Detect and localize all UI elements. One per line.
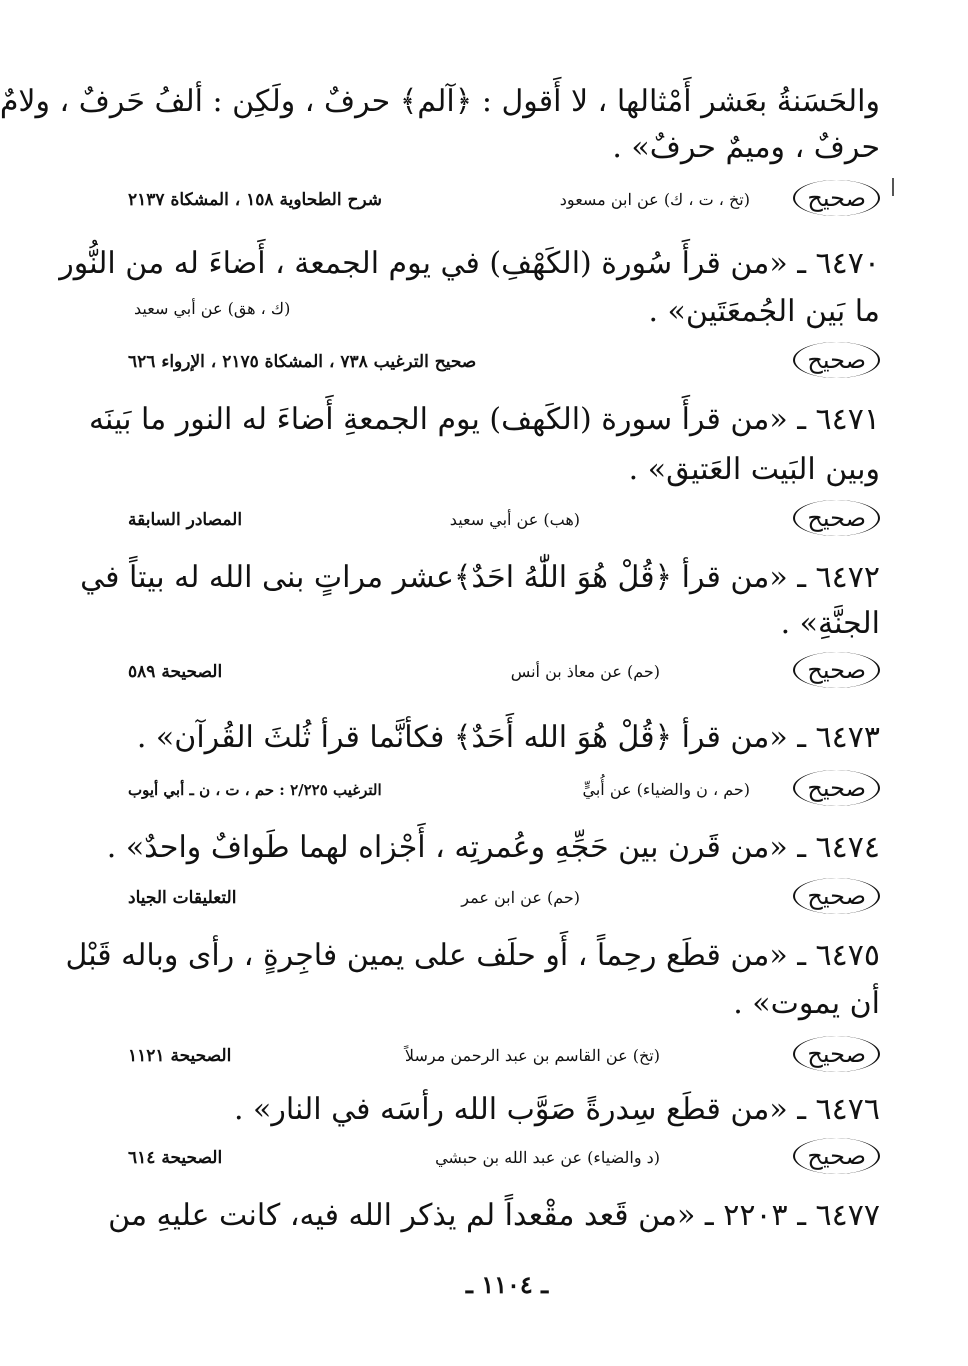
hadith-6470-line-1: ٦٤٧٠ ـ «من قرأَ سُورة (الكَهْفِ) في يوم الجمعة ، أَضاءَ له من النُّور xyxy=(59,246,880,281)
grade-badge: صحيح xyxy=(793,878,880,914)
grade-badge: صحيح xyxy=(793,1036,880,1072)
grade-row xyxy=(128,652,880,692)
page-number: ـ ١١٠٤ ـ xyxy=(465,1270,549,1299)
reference-text: المصادر السابقة xyxy=(128,510,243,530)
margin-mark xyxy=(892,178,894,196)
hadith-6474-line-1: ٦٤٧٤ ـ «من قَرن بين حَجِّهِ وعُمرتِه ، أَجْزاه لهما طَوافٌ واحدٌ» . xyxy=(106,830,880,865)
hadith-6471-line-2: وبين البَيت العَتيق» . xyxy=(628,452,880,487)
grade-row xyxy=(128,1138,880,1178)
reference-text: شرح الطحاوية ١٥٨ ، المشكاة ٢١٣٧ xyxy=(128,190,383,210)
source-text: (ك ، هق) عن أبي سعيد xyxy=(134,299,291,318)
grade-badge: صحيح xyxy=(793,652,880,688)
source-text: (هب) عن أبي سعيد xyxy=(449,510,580,529)
hadith-6475-line-2: أن يموت» . xyxy=(733,986,880,1021)
source-text: (د والضياء) عن عبد الله بن حبشي xyxy=(435,1148,660,1167)
source-text: (تخ) عن القاسم بن عبد الرحمن مرسلاً xyxy=(404,1046,660,1065)
hadith-6476-line-1: ٦٤٧٦ ـ «من قطَع سِدرةً صَوَّب الله رأسَه في النار» . xyxy=(233,1092,880,1127)
reference-text: الصحيحة ٦١٤ xyxy=(128,1148,223,1168)
grade-row xyxy=(128,342,880,382)
grade-row xyxy=(128,180,880,220)
reference-text: الصحيحة ٥٨٩ xyxy=(128,662,223,682)
reference-text: الترغيب ٢/٢٢٥ : حم ، ت ، ن ـ أبي أيوب xyxy=(128,781,382,799)
grade-badge: صحيح xyxy=(793,342,880,378)
hadith-6477-line-1: ٦٤٧٧ ـ ٢٢٠٣ ـ «من قَعد مقْعداً لم يذكر الله فيه، كانت عليهِ من xyxy=(108,1198,880,1233)
hadith-6471-line-1: ٦٤٧١ ـ «من قرأَ سورة (الكَهف) يوم الجمعةِ أَضاءَ له النور ما بَينَه xyxy=(88,402,880,437)
grade-row xyxy=(128,500,880,540)
source-text: (حم) عن ابن عمر xyxy=(461,888,580,907)
hadith-6475-line-1: ٦٤٧٥ ـ «من قطَع رحِماً ، أَو حلَف على يمين فاجِرةٍ ، رأى وباله قَبْل xyxy=(65,938,880,973)
grade-badge: صحيح xyxy=(793,180,880,216)
grade-row xyxy=(128,1036,880,1076)
hadith-6473-line-1: ٦٤٧٣ ـ «من قرأ ﴿قُلْ هُوَ الله أَحَدٌ﴾ فكأنَّما قرأ ثُلثَ القُرآن» . xyxy=(136,720,880,755)
grade-badge: صحيح xyxy=(793,770,880,806)
text-line: والحَسَنةُ بعَشر أَمْثالها ، لا أَقول : ﴿آلم﴾ حرفٌ ، ولَكِن : ألفُ حَرفٌ ، ولامٌ xyxy=(0,84,880,119)
reference-text: الصحيحة ١١٢١ xyxy=(128,1046,232,1066)
source-text: (تخ ، ت ، ك) عن ابن مسعود xyxy=(559,190,750,209)
source-text: (حم) عن معاذ بن أنس xyxy=(510,662,660,681)
reference-text: التعليقات الجياد xyxy=(128,888,237,908)
grade-badge: صحيح xyxy=(793,500,880,536)
reference-text: صحيح الترغيب ٧٣٨ ، المشكاة ٢١٧٥ ، الإرواء ٦٢٦ xyxy=(128,352,477,372)
grade-row xyxy=(128,770,880,810)
hadith-6470-line-2: ما بَين الجُمعَتَين» . xyxy=(648,294,880,329)
grade-row xyxy=(128,878,880,918)
hadith-6472-line-1: ٦٤٧٢ ـ «من قرأ ﴿قُلْ هُوَ اللّٰهُ احَدٌ﴾عشر مراتٍ بنى الله له بيتاً في xyxy=(80,560,880,595)
source-text: (حم ، ن والضياء) عن أُبيٍّ xyxy=(582,780,750,799)
hadith-6472-line-2: الجنَّةِ» . xyxy=(780,606,880,641)
grade-badge: صحيح xyxy=(793,1138,880,1174)
text-line: حرفٌ ، وميمٌ حرفٌ» . xyxy=(612,130,880,165)
